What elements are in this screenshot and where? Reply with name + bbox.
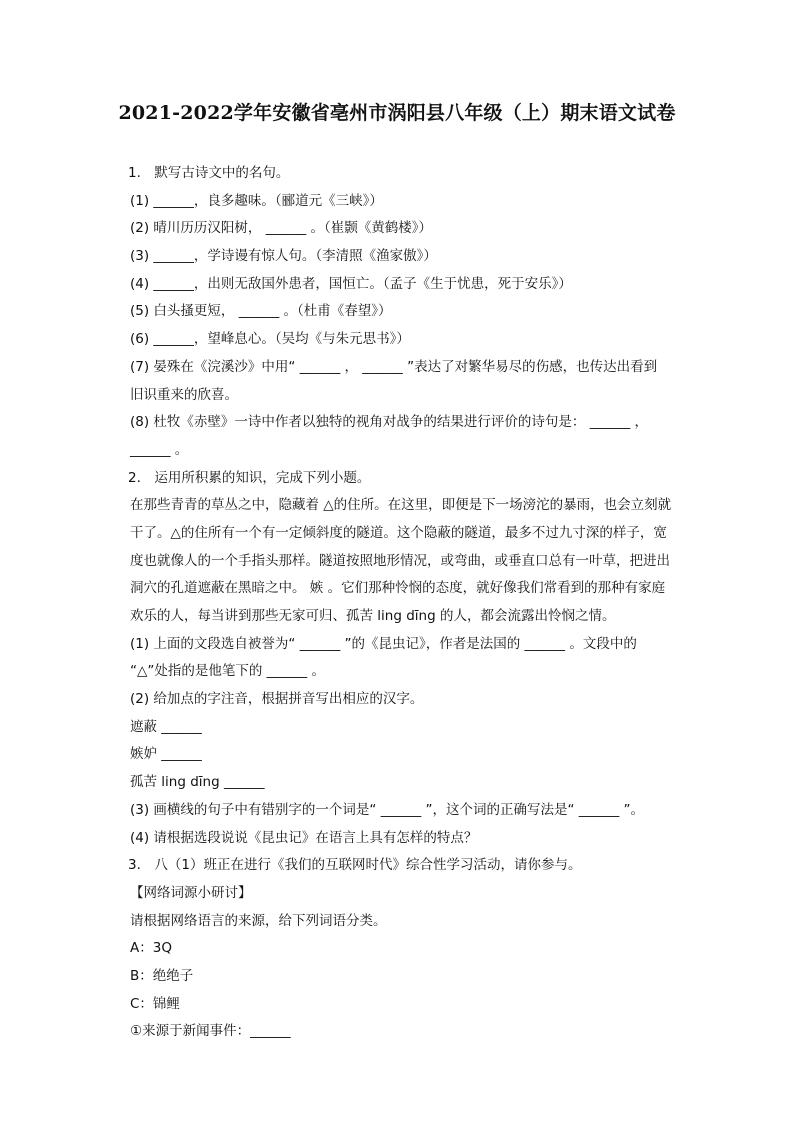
q1-item-7: (7) 晏殊在《浣溪沙》中用“ ______ ， ______ ”表达了对繁华易尽的伤感，也传达出看到 (130, 358, 658, 375)
q1-item-7-cont: 旧识重来的欣喜。 (130, 386, 238, 403)
question-3-header: 3. 八（1）班正在进行《我们的互联网时代》综合性学习活动，请你参与。 (128, 857, 582, 874)
q2-item-2-word-2: 嫉妒 ______ (130, 746, 202, 763)
q1-item-4: (4) ______，出则无敌国外患者，国恒亡。（孟子《生于忧患，死于安乐》） (130, 275, 572, 292)
q1-item-5: (5) 白头搔更短， ______ 。（杜甫《春望》） (130, 303, 392, 320)
q3-option-c: C：锦鲤 (130, 995, 180, 1012)
q2-passage-line-1: 在那些青青的草丛之中，隐藏着 △的住所。在这里，即便是下一场滂沱的暴雨，也会立刻就 (130, 497, 672, 514)
q2-item-2-word-1: 遮蔽 ______ (130, 718, 202, 735)
question-1-header: 1. 默写古诗文中的名句。 (128, 165, 290, 181)
q2-item-1-cont: “△”处指的是他笔下的 ______ 。 (130, 663, 325, 680)
question-2-header: 2. 运用所积累的知识，完成下列小题。 (128, 469, 371, 486)
q2-passage-line-4: 洞穴的孔道遮蔽在黑暗之中。 嫉 。它们那种怜悯的态度，就好像我们常看到的那种有家庭 (130, 580, 666, 597)
q3-answer-1: ①来源于新闻事件：______ (130, 1023, 291, 1040)
q2-item-2: (2) 给加点的字注音，根据拼音写出相应的汉字。 (130, 691, 424, 708)
q2-passage-line-5: 欢乐的人，每当讲到那些无家可归、孤苦 ling dīng 的人，都会流露出怜悯之情。 (130, 608, 616, 624)
q2-item-4: (4) 请根据选段说说《昆虫记》在语言上具有怎样的特点？ (130, 829, 478, 846)
document-body (130, 160, 690, 1046)
q2-passage-line-3: 度也就像人的一个手指头那样。隧道按照地形情况，或弯曲，或垂直口总有一叶草，把进出 (130, 552, 670, 569)
q1-item-3: (3) ______，学诗谩有惊人句。（李清照《渔家傲》） (130, 248, 437, 265)
q1-item-2: (2) 晴川历历汉阳树， ______ 。（崔颢《黄鹤楼》） (130, 220, 432, 237)
q3-option-a: A：3Q (130, 940, 172, 957)
page-title: 2021-2022学年安徽省亳州市涡阳县八年级（上）期末语文试卷 (118, 102, 676, 124)
q3-option-b: B：绝绝子 (130, 967, 194, 984)
q3-section-heading: 【网络词源小研讨】 (130, 884, 252, 901)
q2-item-2-word-3: 孤苦 ling dīng ______ (130, 774, 265, 791)
q1-item-8: (8) 杜牧《赤壁》一诗中作者以独特的视角对战争的结果进行评价的诗句是： ______ ， (130, 414, 648, 431)
q1-item-1: (1) ______，良多趣味。（郦道元《三峡》） (130, 192, 383, 209)
q2-item-3: (3) 画横线的句子中有错别字的一个词是“ ______ ”，这个词的正确写法是“ ______ ”。 (130, 801, 645, 818)
q2-passage-line-2: 干了。△的住所有一个有一定倾斜度的隧道。这个隐蔽的隧道，最多不过九寸深的样子，宽 (130, 524, 667, 541)
q1-item-8-cont: ______ 。 (130, 441, 189, 458)
q3-instruction: 请根据网络语言的来源，给下列词语分类。 (130, 912, 387, 929)
q2-item-1: (1) 上面的文段选自被誉为“ ______ ”的《昆虫记》，作者是法国的 ______ 。文段中的 (130, 635, 637, 652)
q1-item-6: (6) ______，望峰息心。（吴均《与朱元思书》） (130, 331, 410, 348)
